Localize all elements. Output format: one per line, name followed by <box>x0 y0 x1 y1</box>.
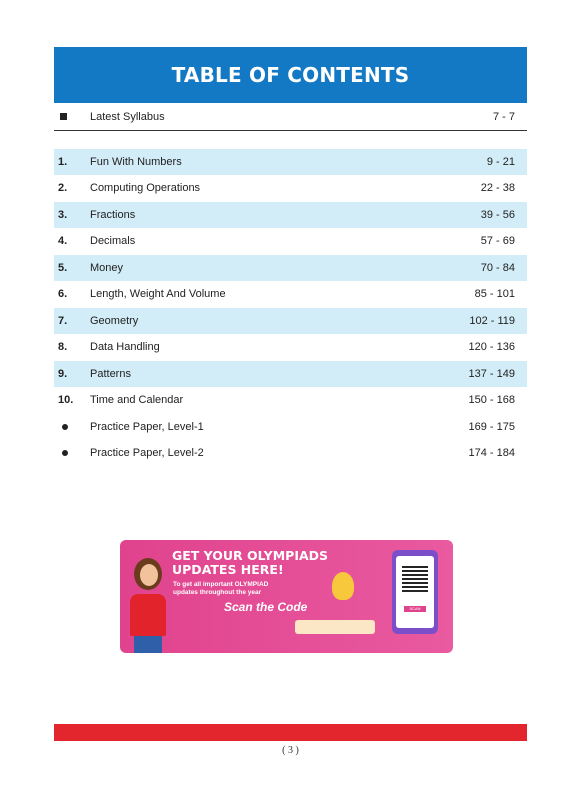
toc-pages: 120 - 136 <box>468 341 515 353</box>
toc-row[interactable] <box>54 228 527 254</box>
toc-pages: 9 - 21 <box>486 156 515 168</box>
toc-pages: 137 - 149 <box>468 368 515 380</box>
toc-title: Length, Weight And Volume <box>90 288 226 300</box>
toc-number: 10. <box>58 394 74 406</box>
toc-number: 8. <box>58 341 68 353</box>
banner-subtext-line-1: To get all important OLYMPIAD <box>173 581 269 588</box>
toc-row[interactable] <box>54 202 527 228</box>
toc-title: Time and Calendar <box>90 394 184 406</box>
toc-pages: 70 - 84 <box>480 262 515 274</box>
toc-title: Fun With Numbers <box>90 156 182 168</box>
lightbulb-icon <box>332 572 354 600</box>
phone-icon <box>392 550 438 634</box>
toc-pages: 7 - 7 <box>492 111 515 123</box>
toc-row[interactable] <box>54 255 527 281</box>
divider <box>54 130 527 131</box>
banner-subtext-line-2: updates throughout the year <box>173 589 262 596</box>
toc-row-syllabus[interactable] <box>54 104 527 130</box>
banner-headline-line-2: UPDATES HERE! <box>172 562 284 577</box>
bullet-square-icon <box>54 111 90 123</box>
toc-number: 4. <box>58 235 68 247</box>
girl-body <box>130 594 166 636</box>
toc-number: 6. <box>58 288 68 300</box>
banner-headline-line-1: GET YOUR OLYMPIADS <box>172 548 329 563</box>
toc-number: 1. <box>58 156 68 168</box>
banner-headline <box>172 549 328 577</box>
toc-row-practice[interactable] <box>54 440 527 466</box>
toc-title: Fractions <box>90 209 136 221</box>
toc-title: Data Handling <box>90 341 160 353</box>
toc-title: Geometry <box>90 315 139 327</box>
scan-button[interactable]: SCAN <box>404 606 426 612</box>
toc-pages: 57 - 69 <box>480 235 515 247</box>
open-book-icon <box>295 620 375 634</box>
toc-pages: 85 - 101 <box>474 288 515 300</box>
toc-pages: 22 - 38 <box>480 182 515 194</box>
toc-pages: 150 - 168 <box>468 394 515 406</box>
toc-row[interactable] <box>54 361 527 387</box>
toc-row[interactable] <box>54 175 527 201</box>
bullet-dot-icon <box>54 447 90 459</box>
toc-pages: 174 - 184 <box>468 447 515 459</box>
girl-jeans <box>134 636 162 653</box>
footer-bar <box>54 724 527 741</box>
toc-number: 7. <box>58 315 68 327</box>
toc-row-practice[interactable] <box>54 414 527 440</box>
toc-pages: 169 - 175 <box>468 421 515 433</box>
toc-header <box>54 47 527 103</box>
toc-title: Computing Operations <box>90 182 201 194</box>
toc-pages: 39 - 56 <box>480 209 515 221</box>
phone-screen <box>396 556 434 628</box>
bullet-dot-icon <box>54 421 90 433</box>
page-title: TABLE OF CONTENTS <box>171 63 410 87</box>
toc-number: 9. <box>58 368 68 380</box>
toc-title: Practice Paper, Level-1 <box>90 421 204 433</box>
toc-number: 3. <box>58 209 68 221</box>
toc-pages: 102 - 119 <box>469 315 515 327</box>
toc-title: Latest Syllabus <box>90 111 165 123</box>
toc-title: Money <box>90 262 124 274</box>
olympiad-updates-banner[interactable] <box>120 540 453 653</box>
girl-face <box>140 564 158 586</box>
scan-the-code-text: Scan the Code <box>224 600 308 614</box>
toc-row[interactable] <box>54 387 527 413</box>
toc-row[interactable] <box>54 334 527 360</box>
toc-title: Patterns <box>90 368 131 380</box>
toc-number: 5. <box>58 262 68 274</box>
toc-title: Practice Paper, Level-2 <box>90 447 204 459</box>
toc-title: Decimals <box>90 235 136 247</box>
page-number: ( 3 ) <box>282 745 299 756</box>
toc-number: 2. <box>58 182 68 194</box>
toc-row[interactable] <box>54 149 527 175</box>
banner-subtext <box>173 581 268 597</box>
toc-row[interactable] <box>54 308 527 334</box>
qr-code-icon[interactable] <box>402 566 428 592</box>
toc-row[interactable] <box>54 281 527 307</box>
